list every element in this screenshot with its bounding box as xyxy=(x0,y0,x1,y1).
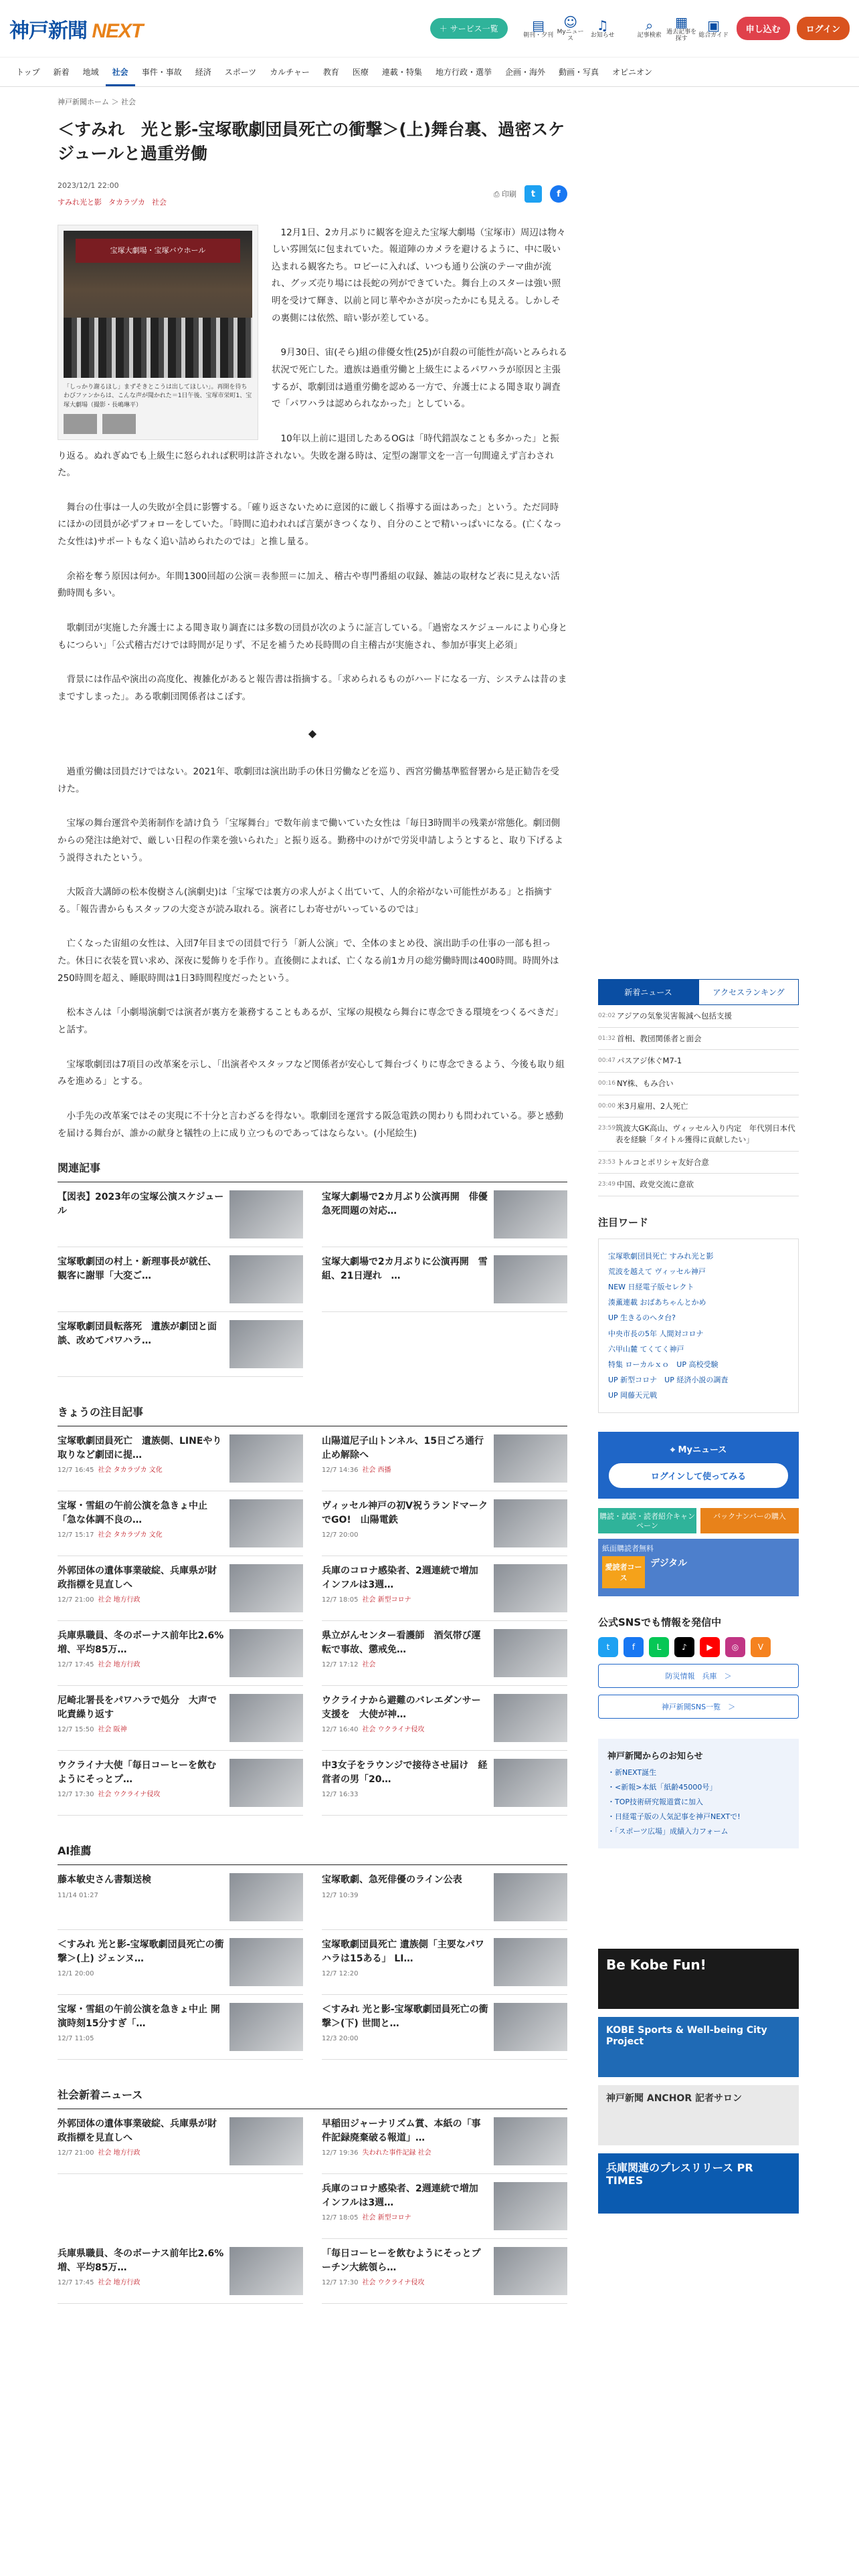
card-thumbnail xyxy=(229,1629,303,1677)
guide-label: 総合ガイド xyxy=(698,31,729,39)
card-time: 12/7 20:00 xyxy=(322,1531,359,1539)
word-link[interactable]: NEW 日経電子版セレクト xyxy=(608,1283,694,1292)
card-time: 12/7 10:39 xyxy=(322,1891,359,1899)
card-title: 兵庫県職員、冬のボーナス前年比2.6%増、平均85万… xyxy=(58,1630,224,1655)
card-category: 社会 タカラヅカ 文化 xyxy=(98,1531,163,1539)
nav-item[interactable]: 動画・写真 xyxy=(558,68,599,77)
card-thumbnail xyxy=(494,1938,567,1986)
article-title: ＜すみれ 光と影-宝塚歌劇団員死亡の衝撃＞(上)舞台裏、過密スケジュールと過重労働 xyxy=(58,120,565,164)
card-thumbnail xyxy=(494,1190,567,1239)
notice-link[interactable]: ・「スポーツ広場」成績入力フォーム xyxy=(607,1826,729,1836)
notice-heading: 神戸新聞からのお知らせ xyxy=(607,1751,703,1761)
attention-list xyxy=(58,1426,567,1816)
article-meta xyxy=(58,181,567,207)
list-item[interactable] xyxy=(598,1095,799,1118)
article-paragraph: 過重労働は団員だけではない。2021年、歌劇団は演出助手の休日労働などを巡り、西宮労働基準監督署から是正勧告を受けた。 xyxy=(58,766,559,794)
card-thumbnail xyxy=(494,1255,567,1303)
card-thumbnail xyxy=(229,1938,303,1986)
nav-item[interactable]: トップ xyxy=(16,68,40,77)
ai-card[interactable] xyxy=(58,1930,303,1995)
card-time: 12/7 17:45 xyxy=(58,2278,94,2286)
nav-item[interactable]: 医療 xyxy=(352,68,369,77)
guide-icon: ▣ xyxy=(707,17,721,33)
notice-link[interactable]: ・TOP技術研究報道賞に加入 xyxy=(607,1797,704,1806)
page-body xyxy=(0,87,859,2304)
card-title: ＜すみれ 光と影-宝塚歌劇団員死亡の衝撃＞(下) 世間と… xyxy=(322,2004,488,2029)
card-title: 兵庫のコロナ感染者、2週連続で増加 インフルは3週… xyxy=(322,1566,488,1590)
article-paragraph: 9月30日、宙(そら)組の俳優女性(25)が自殺の可能性が高いとみられる状況で死亡した。遺族は過重労働と上級生によるパワハラが原因と主張するが、歌劇団は過重労働を認める一方で、弁護士による聞き取り調査で「パワハラは認められなかった」としている。 xyxy=(272,347,568,410)
card-time: 12/7 17:30 xyxy=(58,1790,94,1798)
related-card[interactable] xyxy=(58,1247,303,1312)
item-time: 00:16 xyxy=(598,1080,615,1087)
list-item[interactable] xyxy=(598,1152,799,1174)
card-thumbnail xyxy=(229,1873,303,1921)
card-title: ウクライナ大使「毎日コーヒーを飲むようにそっとプ… xyxy=(58,1760,217,1785)
print-label: 印刷 xyxy=(502,190,516,199)
my-news-link[interactable] xyxy=(555,15,587,43)
news-card[interactable] xyxy=(322,1426,567,1491)
item-time: 00:00 xyxy=(598,1102,615,1109)
ai-card[interactable] xyxy=(322,1995,567,2060)
news-card[interactable] xyxy=(322,2239,567,2304)
item-time: 01:32 xyxy=(598,1035,615,1042)
card-title: 中3女子をラウンジで接待させ届け 経営者の男「20… xyxy=(322,1760,488,1785)
card-time: 12/7 19:36 xyxy=(322,2149,359,2157)
card-time: 12/7 16:45 xyxy=(58,1466,94,1474)
nav-item[interactable]: 地域 xyxy=(82,68,99,77)
nav-item[interactable]: 連載・特集 xyxy=(381,68,422,77)
card-time: 12/7 18:05 xyxy=(322,2214,359,2222)
paper-label: 朝刊・夕刊 xyxy=(523,31,554,39)
tiktok-icon[interactable]: ♪ xyxy=(674,1637,694,1657)
nav-item[interactable]: 新着 xyxy=(53,68,70,77)
thumbnail[interactable] xyxy=(64,414,97,434)
card-title: 山陽道尼子山トンネル、15日ごろ通行止め解除へ xyxy=(322,1436,484,1461)
ai-list xyxy=(58,1865,567,2060)
card-thumbnail xyxy=(494,2247,567,2295)
article-paragraph: 舞台の仕事は一人の失敗が全員に影響する。「確り返さないために意図的に厳しく指導する面はあった」という。ただ同時にほかの団員が必ずフォローをしていた。「時間に追われれば言葉がきつくなり、自分のことで精いっぱいになる。(亡くなった女性は)サポートもなく追い詰められたのでは」と推し量る。 xyxy=(58,502,562,548)
card-title: ウクライナから避難のバレエダンサー支援を 大使が神… xyxy=(322,1695,481,1720)
card-thumbnail xyxy=(229,2247,303,2295)
sns-icons xyxy=(598,1637,799,1657)
item-time: 23:53 xyxy=(598,1158,615,1166)
global-nav xyxy=(0,58,859,87)
word-link[interactable]: UP 生きるのへタ台? xyxy=(608,1313,676,1323)
list-item[interactable] xyxy=(598,1028,799,1051)
notice-link[interactable] xyxy=(587,18,619,39)
social-heading: 社会新着ニュース xyxy=(58,2086,567,2109)
card-category: 社会 阪神 xyxy=(98,1725,127,1733)
news-card[interactable] xyxy=(322,1751,567,1816)
archive-label: 過去記事を探す xyxy=(666,28,697,42)
word-link[interactable]: UP 岡藤天元戦 xyxy=(608,1390,658,1400)
card-title: 尼崎北署長をパワハラで処分 大声で叱責繰り返す xyxy=(58,1695,217,1720)
list-item[interactable] xyxy=(598,1050,799,1073)
card-title: 藤本敏史さん書類送検 xyxy=(58,1874,151,1886)
card-category: 社会 地方行政 xyxy=(98,2149,140,2157)
item-time: 02:02 xyxy=(598,1012,615,1019)
card-thumbnail xyxy=(229,1320,303,1368)
related-card[interactable] xyxy=(322,1247,567,1312)
card-time: 12/7 14:36 xyxy=(322,1466,359,1474)
card-title: 「毎日コーヒーを飲むようにそっとプーチン大統領ら… xyxy=(322,2248,481,2273)
search-link[interactable] xyxy=(634,18,666,39)
item-time: 23:59 xyxy=(598,1125,615,1132)
card-title: 宝塚大劇場で2カ月ぶり公演再開 俳優急死問題の対応… xyxy=(322,1192,488,1216)
card-thumbnail xyxy=(494,1873,567,1921)
card-title: 【図表】2023年の宝塚公演スケジュール xyxy=(58,1192,224,1216)
news-card[interactable] xyxy=(322,1556,567,1621)
card-category: 社会 地方行政 xyxy=(98,1660,140,1669)
site-logo[interactable] xyxy=(9,14,142,43)
youtube-icon[interactable]: ▶ xyxy=(700,1637,720,1657)
card-time: 12/7 11:05 xyxy=(58,2034,94,2042)
card-time: 12/7 16:40 xyxy=(322,1725,359,1733)
card-time: 12/7 21:00 xyxy=(58,1596,94,1604)
news-card[interactable] xyxy=(58,2109,303,2174)
article-paragraph: 宝塚歌劇団は7項目の改革案を示し、「出演者やスタッフなど関係者が安心して舞台づくりに専念できるよう、今後も取り組みを進める」とする。 xyxy=(58,1059,565,1087)
nav-item[interactable]: スポーツ xyxy=(224,68,257,77)
empty-card xyxy=(58,2174,303,2239)
notice-box xyxy=(598,1739,799,1848)
card-thumbnail xyxy=(494,1629,567,1677)
login-button[interactable]: ログイン xyxy=(797,17,850,40)
digital-label: デジタル xyxy=(650,1558,688,1569)
card-category: 社会 ウクライナ侵攻 xyxy=(98,1790,161,1798)
item-time: 00:47 xyxy=(598,1057,615,1065)
card-time: 12/7 16:33 xyxy=(322,1790,359,1798)
nav-item[interactable]: 経済 xyxy=(195,68,211,77)
line-icon[interactable]: L xyxy=(649,1637,669,1657)
notice-link[interactable]: ・日経電子版の人気記事を神戸NEXTで! xyxy=(607,1812,741,1821)
related-list xyxy=(58,1182,567,1377)
card-time: 12/1 20:00 xyxy=(58,1969,94,1977)
related-card[interactable] xyxy=(322,1182,567,1247)
news-card[interactable] xyxy=(58,1686,303,1751)
item-title: 中国、政党交流に意欲 xyxy=(617,1180,694,1190)
campaign-button[interactable]: 購読・試読・読者紹介キャンペーン xyxy=(598,1508,696,1533)
notice-link[interactable]: ・新NEXT誕生 xyxy=(607,1767,657,1777)
thumbnail[interactable] xyxy=(102,414,136,434)
sidebar xyxy=(598,87,799,2304)
card-time: 11/14 01:27 xyxy=(58,1891,98,1899)
guide-link[interactable] xyxy=(698,18,730,39)
printer-icon: ⎙ xyxy=(493,190,500,199)
nav-item[interactable]: 教育 xyxy=(322,68,339,77)
word-link[interactable]: 荒波を越えて ヴィッセル神戸 xyxy=(608,1267,706,1277)
card-thumbnail xyxy=(494,1759,567,1807)
item-title: NY株、もみ合い xyxy=(617,1079,674,1089)
news-card[interactable] xyxy=(58,1751,303,1816)
archive-link[interactable] xyxy=(666,15,698,43)
card-thumbnail xyxy=(229,1759,303,1807)
newspaper-icon: ▤ xyxy=(532,17,545,33)
news-card[interactable] xyxy=(58,2239,303,2304)
card-title: 兵庫県職員、冬のボーナス前年比2.6%増、平均85万… xyxy=(58,2248,224,2273)
archive-icon: ▦ xyxy=(675,13,688,30)
ai-heading: AI推薦 xyxy=(58,1842,567,1865)
tag-link[interactable]: すみれ光と影 xyxy=(58,197,102,207)
main-column xyxy=(58,87,567,2304)
word-link[interactable]: 湊薫連載 おばあちゃんとかめ xyxy=(608,1298,706,1307)
signup-button[interactable]: 申し込む xyxy=(737,17,790,40)
article-body xyxy=(58,225,567,1143)
article-figure xyxy=(58,225,258,441)
backnumber-button[interactable]: バックナンバーの購入 xyxy=(700,1508,799,1533)
sns-heading: 公式SNSでも情報を発信中 xyxy=(598,1616,722,1628)
service-list-button[interactable]: ＋ サービス一覧 xyxy=(430,18,508,39)
card-thumbnail xyxy=(229,1190,303,1239)
article-paragraph: 背景には作品や演出の高度化、複雑化があると報告書は指摘する。「求められるものがハードになる一方、システムは昔のままですしまった」。ある歌劇団関係者はこぼす。 xyxy=(58,674,567,702)
crowd-shape xyxy=(64,318,252,378)
nav-item[interactable]: カルチャー xyxy=(270,68,310,77)
banner[interactable]: 神戸新聞 ANCHOR 記者サロン xyxy=(598,2085,799,2145)
ranking-list xyxy=(598,1005,799,1196)
card-category: 社会 xyxy=(362,1660,376,1669)
article-paragraph: 亡くなった宙組の女性は、入団7年目までの団員で行う「新人公演」で、全体のまとめ役、演出助手の仕事の一部も担った。休日に衣装を買い求め、深夜に髪飾りを手作り。直後側によれば、亡くなる前1カ月の総労働時間は400時間。時間外は250時間を超え、睡眠時間は1日3時間程度だったという。 xyxy=(58,938,559,984)
card-time: 12/7 21:00 xyxy=(58,2149,94,2157)
banner[interactable]: 兵庫関連のプレスリリース PR TIMES xyxy=(598,2153,799,2214)
my-news-box xyxy=(598,1432,799,1499)
search-label: 記事検索 xyxy=(637,31,662,39)
card-title: ヴィッセル神戸の初V祝うランドマークでGO! 山陽電鉄 xyxy=(322,1501,488,1525)
article-paragraph: 小手先の改革案ではその実現に不十分と言わざるを得ない。歌劇団を運営する阪急電鉄の関わりも問われている。夢と感動を届ける舞台が、誰かの献身と犠牲の上に成り立つものであってはならない。(小尾絵生) xyxy=(58,1110,563,1139)
card-title: 宝塚歌劇団員死亡 遺族側「主要なパワハラは15ある」 LI… xyxy=(322,1939,484,1964)
article-paragraph: 余裕を奪う原因は何か。年間1300回超の公演＝表参照＝に加え、稽古や専門番組の収録、雑誌の取材など表に見えない活動時間も多い。 xyxy=(58,570,560,599)
article-paragraph: 12月1日、2カ月ぶりに観客を迎えた宝塚大劇場（宝塚市）周辺は物々しい雰囲気に包まれていた。報道陣のカメラを避けるように、中に吸い込まれる観客たち。ロビーに入れば、いつも通り公演のテーマ曲が流れ、グッズ売り場には長蛇の列ができていた。舞台上のスターは強い照明を受けて輝き、以前と同じ華やかさが戻ったかにも見える。しかしその裏側には依然、暗い影が差している。 xyxy=(272,227,566,324)
bell-icon: ♫ xyxy=(596,17,609,33)
card-thumbnail xyxy=(229,1694,303,1742)
item-time: 23:49 xyxy=(598,1181,615,1188)
article-paragraph: 大阪音大講師の松本俊樹さん(演劇史)は「宝塚では裏方の求人がよく出ていて、人的余裕がない可能性がある」と指摘する。「報告書からもスタッフの大変さが読み取れる。演者にしわ寄せがいっているのでは」 xyxy=(58,887,553,915)
card-thumbnail xyxy=(494,1499,567,1547)
logo-text: 神戸新聞 xyxy=(9,19,87,42)
subscriber-course: 愛読者コース xyxy=(602,1556,645,1588)
card-category: 社会 新型コロナ xyxy=(362,2214,411,2222)
share-bar xyxy=(494,185,567,203)
article-date: 2023/12/1 22:00 xyxy=(58,181,119,190)
card-category: 社会 西播 xyxy=(362,1466,391,1474)
card-time: 12/7 18:05 xyxy=(322,1596,359,1604)
card-time: 12/7 15:50 xyxy=(58,1725,94,1733)
card-thumbnail xyxy=(229,1434,303,1483)
news-card[interactable] xyxy=(58,1556,303,1621)
nav-item[interactable]: 事件・事故 xyxy=(141,68,182,77)
card-time: 12/7 17:30 xyxy=(322,2278,359,2286)
card-time: 12/7 17:12 xyxy=(322,1660,359,1669)
card-title: 兵庫のコロナ感染者、2週連続で増加 インフルは3週… xyxy=(322,2183,488,2208)
ai-card[interactable] xyxy=(322,1865,567,1930)
article-paragraph: 松本さんは「小劇場演劇では演者が裏方を兼務することもあるが、宝塚の規模なら舞台に専念できる環境をつくるべきだ」と話す。 xyxy=(58,1007,563,1036)
card-title: 宝塚歌劇、急死俳優のライン公表 xyxy=(322,1874,462,1886)
subscription-box[interactable] xyxy=(598,1539,799,1596)
nav-item-active[interactable]: 社会 xyxy=(106,66,135,86)
ai-card[interactable] xyxy=(58,1995,303,2060)
sub-label: 紙面購読者無料 xyxy=(602,1543,654,1553)
card-category: 社会 タカラヅカ 文化 xyxy=(98,1466,163,1474)
news-card[interactable] xyxy=(322,1491,567,1556)
related-heading: 関連記事 xyxy=(58,1160,567,1182)
facebook-icon[interactable]: f xyxy=(624,1637,644,1657)
word-link[interactable]: 中央市長の5年 人間対コロナ xyxy=(608,1329,704,1338)
card-category: 社会 ウクライナ侵攻 xyxy=(362,2278,425,2286)
list-item[interactable] xyxy=(598,1117,799,1151)
word-link[interactable]: UP 新型コロナ UP 経済小説の調査 xyxy=(608,1375,729,1384)
twitter-icon[interactable]: t xyxy=(598,1637,618,1657)
pin-icon: ⌖ xyxy=(670,1444,678,1455)
card-thumbnail xyxy=(494,2117,567,2165)
ai-card[interactable] xyxy=(322,1930,567,1995)
word-link[interactable]: 特集 ローカルｘｏ UP 高校受験 xyxy=(608,1360,719,1369)
card-category: 社会 地方行政 xyxy=(98,1596,140,1604)
card-title: 宝塚・雪組の午前公演を急きょ中止 開演時刻15分すぎ「… xyxy=(58,2004,220,2029)
card-thumbnail xyxy=(494,2003,567,2051)
list-item[interactable] xyxy=(598,1174,799,1196)
twitter-icon[interactable]: t xyxy=(524,185,542,203)
article-paragraph: 10年以上前に退団したあるOGは「時代錯誤なことも多かった」と振り返る。ぬれぎぬでも上級生に怒られれば釈明は許されない。失敗を謝る時は、定型の謝罪文を一言一句間違えず言わされた。 xyxy=(58,433,559,479)
card-title: 宝塚歌劇団の村上・新理事長が就任、観客に謝罪「大変ご… xyxy=(58,1257,217,1281)
card-title: 宝塚・雪組の午前公演を急きょ中止「急な体調不良の… xyxy=(58,1501,207,1525)
my-news-label: Myニュース xyxy=(557,28,584,42)
card-category: 社会 地方行政 xyxy=(98,2278,140,2286)
article-paragraph: 宝塚の舞台運営や美術制作を請け負う「宝塚舞台」で数年前まで働いていた女性は「毎日3時間半の残業が常態化。劇団側からの発注は絶対で、厳しい日程の作業を強いられた」と振り返る。勤務中のけがで労災申請しようとすると、取り下げるよう説得されたという。 xyxy=(58,818,563,863)
banner[interactable]: KOBE Sports & Well-being City Project xyxy=(598,2017,799,2077)
word-link[interactable]: 宝塚歌劇団員死亡 すみれ光と影 xyxy=(608,1252,714,1261)
article-photo[interactable] xyxy=(64,231,252,378)
search-icon: ⌕ xyxy=(646,17,654,33)
breadcrumb[interactable]: 神戸新聞ホーム ＞ 社会 xyxy=(58,98,136,106)
words-heading: 注目ワード xyxy=(598,1216,649,1229)
tag-link[interactable]: タカラヅカ xyxy=(108,197,145,207)
card-thumbnail xyxy=(229,2003,303,2051)
tab-new-news[interactable]: 新着ニュース xyxy=(598,979,698,1005)
card-time: 12/7 17:45 xyxy=(58,1660,94,1669)
print-button[interactable] xyxy=(494,189,516,199)
other-sns-icon[interactable]: V xyxy=(751,1637,771,1657)
tab-ranking[interactable]: アクセスランキング xyxy=(698,979,799,1005)
news-card[interactable] xyxy=(322,2174,567,2239)
person-icon: ☺ xyxy=(563,13,578,30)
card-category: 失われた事件記録 社会 xyxy=(362,2149,432,2157)
article-paragraph: 歌劇団が実施した弁護士による聞き取り調査には多数の団員が次のように証言している。「過密なスケジュールにより心身ともにつらい」「公式稽古だけでは時間が足りず、不足を補うため長時間の自主稽古が実施され、参加が事実上必須」 xyxy=(58,623,567,651)
news-card[interactable] xyxy=(322,2109,567,2174)
disaster-info-button[interactable]: 防災情報 兵庫 ＞ xyxy=(598,1664,799,1688)
related-card[interactable] xyxy=(58,1182,303,1247)
item-title: 首相、教団関係者と面会 xyxy=(617,1033,702,1043)
my-news-title: Myニュース xyxy=(678,1444,727,1455)
logo-next: NEXT xyxy=(92,19,143,42)
card-thumbnail xyxy=(494,1434,567,1483)
card-thumbnail xyxy=(494,2182,567,2230)
card-title: 外郭団体の遺体事業破綻、兵庫県が財政指標を見直しへ xyxy=(58,1566,217,1590)
card-title: 宝塚歌劇団員死亡 遺族側、LINEやり取りなど劇団に提… xyxy=(58,1436,222,1461)
card-thumbnail xyxy=(494,1694,567,1742)
photo-thumbnails xyxy=(64,414,252,434)
nav-item[interactable]: 地方行政・選挙 xyxy=(435,68,492,77)
card-thumbnail xyxy=(229,1255,303,1303)
nav-item[interactable]: オピニオン xyxy=(611,68,652,77)
card-time: 12/7 12:20 xyxy=(322,1969,359,1977)
item-title: 筑波大GK高山、ヴィッセル入り内定 年代別日本代表を経験「タイトル獲得に貢献したい」 xyxy=(615,1123,795,1145)
card-time: 12/3 20:00 xyxy=(322,2034,359,2042)
item-title: 米3月雇用、2人死亡 xyxy=(617,1101,688,1111)
card-title: 県立がんセンター看護師 酒気帯び運転で事故、懲戒免… xyxy=(322,1630,481,1655)
notice-link[interactable]: ・<新報>本紙「紙齢45000号」 xyxy=(607,1782,717,1792)
social-list xyxy=(58,2109,567,2304)
banner-area xyxy=(598,1949,799,2214)
card-title: ＜すみれ 光と影-宝塚歌劇団員死亡の衝撃＞(上) ジェンヌ… xyxy=(58,1939,224,1964)
card-title: 外郭団体の遺体事業破綻、兵庫県が財政指標を見直しへ xyxy=(58,2119,217,2143)
tag-link[interactable]: 社会 xyxy=(152,197,167,207)
banner[interactable]: Be Kobe Fun! xyxy=(598,1949,799,2009)
card-category: 社会 ウクライナ侵攻 xyxy=(362,1725,425,1733)
promo-row xyxy=(598,1508,799,1533)
section-divider-icon: ◆ xyxy=(308,726,317,740)
item-title: パスアジ休ぐM7-1 xyxy=(617,1056,682,1066)
word-link[interactable]: 六甲山麓 てくてく神戸 xyxy=(608,1344,684,1354)
nav-item[interactable]: 企画・海外 xyxy=(504,68,545,77)
news-card[interactable] xyxy=(58,1426,303,1491)
news-card[interactable] xyxy=(322,1621,567,1686)
news-card[interactable] xyxy=(58,1621,303,1686)
ai-card[interactable] xyxy=(58,1865,303,1930)
theater-sign: 宝塚大劇場・宝塚バウホール xyxy=(76,239,240,263)
list-item[interactable] xyxy=(598,1005,799,1028)
paper-link[interactable] xyxy=(522,18,555,39)
instagram-icon[interactable]: ◎ xyxy=(725,1637,745,1657)
words-box xyxy=(598,1239,799,1413)
attention-heading: きょうの注目記事 xyxy=(58,1404,567,1426)
card-time: 12/7 15:17 xyxy=(58,1531,94,1539)
item-title: アジアの気象災害報減へ包括支援 xyxy=(617,1011,733,1021)
news-card[interactable] xyxy=(322,1686,567,1751)
card-thumbnail xyxy=(229,1499,303,1547)
card-title: 宝塚歌劇団員転落死 遺族が劇団と面談、改めてパワハラ… xyxy=(58,1321,217,1346)
sns-list-button[interactable]: 神戸新聞SNS一覧 ＞ xyxy=(598,1695,799,1719)
card-thumbnail xyxy=(494,1564,567,1612)
related-card[interactable] xyxy=(58,1312,303,1377)
card-thumbnail xyxy=(229,2117,303,2165)
facebook-icon[interactable]: f xyxy=(550,185,567,203)
photo-caption: 「しっかり謝るほし」まずそきとこうは出してほしい」。再開を待ちわびファンからは、こんな声が聞かれた＝1日午後、宝塚市栄町1、宝塚大劇場（撮影・長嶋琳平） xyxy=(64,383,252,409)
list-item[interactable] xyxy=(598,1073,799,1095)
my-news-login-button[interactable]: ログインして使ってみる xyxy=(609,1463,788,1488)
sidebar-tabs xyxy=(598,979,799,1005)
card-category: 社会 新型コロナ xyxy=(362,1596,411,1604)
card-title: 宝塚大劇場で2カ月ぶりに公演再開 雪組、21日遅れ … xyxy=(322,1257,488,1281)
card-title: 早稲田ジャーナリズム賞、本紙の「事件記録廃棄破る報道」… xyxy=(322,2119,481,2143)
article-tags xyxy=(58,197,173,207)
card-thumbnail xyxy=(229,1564,303,1612)
item-title: トルコとポリシャ友好合意 xyxy=(617,1157,709,1167)
notice-label: お知らせ xyxy=(590,31,615,39)
site-header xyxy=(0,0,859,58)
news-card[interactable] xyxy=(58,1491,303,1556)
